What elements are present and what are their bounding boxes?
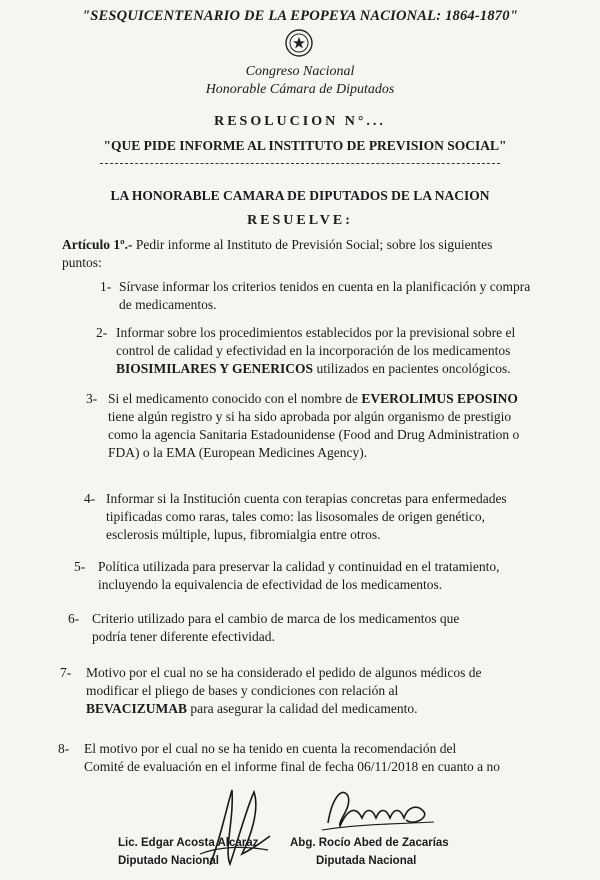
- list-item: [68, 610, 568, 650]
- article-label: Artículo 1º.-: [62, 237, 133, 252]
- list-item: [96, 324, 546, 382]
- list-item: [74, 558, 574, 598]
- item-number: 1-: [100, 279, 112, 294]
- item-bold-text: EVEROLIMUS EPOSINO: [361, 391, 518, 406]
- item-bold-text: BEVACIZUMAB: [86, 701, 188, 716]
- resolution-title: RESOLUCION N°...: [214, 114, 386, 129]
- item-line: El motivo por el cual no se ha tenido en cuenta la recomendación del: [84, 741, 457, 756]
- item-line: Sírvase informar los criterios tenidos en cuenta en la planificación y compra: [119, 279, 531, 294]
- item-line: Informar si la Institución cuenta con terapias concretas para enfermedades: [106, 491, 507, 506]
- item-number: 5-: [74, 559, 86, 574]
- item-line: como la agencia Sanitaria Estadounidense (Food and Drug Administration o: [108, 427, 520, 442]
- item-line: modificar el pliego de bases y condiciones con relación al: [86, 683, 399, 698]
- item-number: 4-: [84, 491, 96, 506]
- congress-name: Congreso Nacional: [245, 64, 355, 79]
- list-item: [60, 664, 570, 722]
- item-line: incluyendo la equivalencia de efectividad de los medicamentos.: [98, 577, 443, 592]
- item-line: Si el medicamento conocido con el nombre de: [108, 391, 362, 406]
- signatory-left-title: Diputado Nacional: [118, 855, 219, 867]
- article-text-line1: Pedir informe al Instituto de Previsión Social; sobre los siguientes: [135, 237, 493, 252]
- article-text-line2: puntos:: [62, 255, 102, 270]
- resolution-subject: "QUE PIDE INFORME AL INSTITUTO DE PREVISION SOCIAL": [103, 138, 507, 153]
- item-line: podría tener diferente efectividad.: [92, 629, 275, 644]
- item-number: 3-: [86, 391, 98, 406]
- signatory-right-title: Diputada Nacional: [316, 855, 417, 867]
- item-line: Criterio utilizado para el cambio de marca de los medicamentos que: [92, 611, 460, 626]
- item-line: Informar sobre los procedimientos establecidos por la previsional sobre el: [116, 325, 516, 340]
- item-line: utilizados en pacientes oncológicos.: [313, 361, 511, 376]
- national-seal-icon: [284, 28, 314, 58]
- header-motto: "SESQUICENTENARIO DE LA EPOPEYA NACIONAL: 1864-1870": [82, 8, 518, 24]
- signature-right-scribble: [318, 778, 438, 838]
- item-line: Política utilizada para preservar la calidad y continuidad en el tratamiento,: [98, 559, 500, 574]
- list-item: [100, 278, 540, 318]
- separator-line: [100, 163, 500, 164]
- item-line: tipificadas como raras, tales como: las lisosomales de origen genético,: [106, 509, 486, 524]
- item-number: 8-: [58, 741, 70, 756]
- item-line: de medicamentos.: [119, 297, 217, 312]
- item-line: Comité de evaluación en el informe final de fecha 06/11/2018 en cuanto a no: [84, 759, 500, 774]
- item-line: esclerosis múltiple, lupus, fibromialgia entre otros.: [106, 527, 381, 542]
- item-line: control de calidad y efectividad en la incorporación de los medicamentos: [116, 343, 511, 358]
- signatory-left-name: Lic. Edgar Acosta Alcaraz: [118, 837, 259, 849]
- signature-right: [290, 834, 490, 870]
- item-number: 2-: [96, 325, 108, 340]
- resolves-heading: RESUELVE:: [247, 213, 353, 228]
- issuing-body: LA HONORABLE CAMARA DE DIPUTADOS DE LA NACION: [110, 188, 490, 203]
- item-number: 6-: [68, 611, 80, 626]
- chamber-name: Honorable Cámara de Diputados: [205, 82, 395, 97]
- item-line: FDA) o la EMA (European Medicines Agency).: [108, 445, 368, 460]
- item-bold-text: BIOSIMILARES Y GENERICOS: [116, 361, 314, 376]
- item-number: 7-: [60, 665, 72, 680]
- list-item: [84, 490, 564, 548]
- item-line: Motivo por el cual no se ha considerado el pedido de algunos médicos de: [86, 665, 482, 680]
- signature-left: [118, 834, 298, 870]
- item-line: para asegurar la calidad del medicamento.: [187, 701, 418, 716]
- article-1: [62, 236, 562, 272]
- list-item: [58, 740, 578, 780]
- signatory-right-name: Abg. Rocío Abed de Zacarías: [290, 837, 449, 849]
- list-item: [86, 390, 566, 466]
- item-line: tiene algún registro y si ha sido aprobada por algún organismo de prestigio: [108, 409, 512, 424]
